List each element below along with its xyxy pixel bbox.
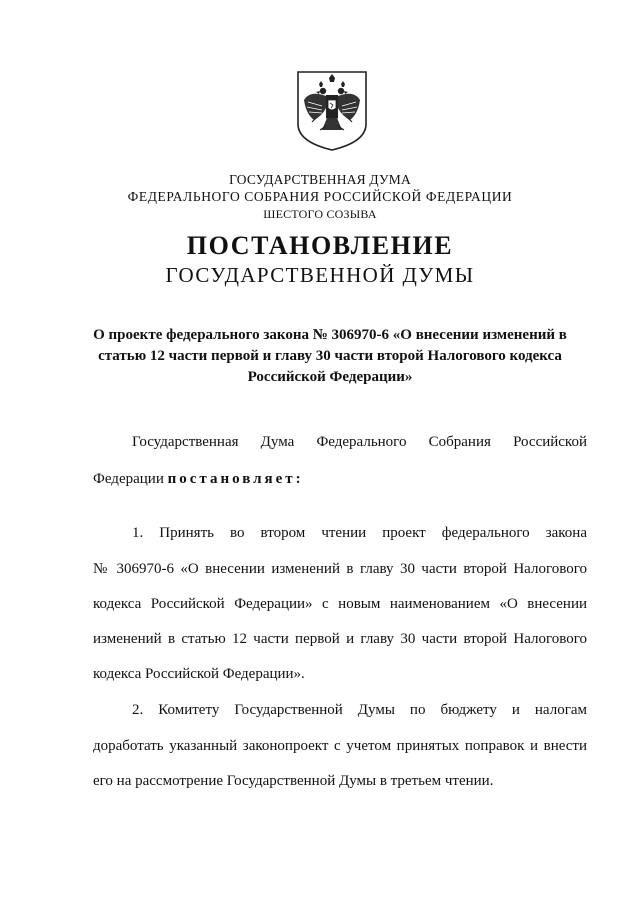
item1-line: 1. Принять во втором чтении проект федерального закона: [132, 525, 587, 541]
russian-coat-of-arms-icon: [296, 70, 368, 152]
item1-line: № 306970-6 «О внесении изменений в главу 30 части второй Налогового: [93, 561, 587, 577]
document-title: ПОСТАНОВЛЕНИЕ: [186, 231, 454, 260]
preamble-verb: постановляет:: [167, 471, 304, 487]
item1-line: кодекса Российской Федерации» с новым наименованием «О внесении: [93, 596, 587, 612]
org-name-line2: ФЕДЕРАЛЬНОГО СОБРАНИЯ РОССИЙСКОЙ ФЕДЕРАЦИИ: [127, 189, 513, 204]
item2-line: его на рассмотрение Государственной Думы в третьем чтении.: [93, 773, 494, 789]
item2-line: 2. Комитету Государственной Думы по бюджету и налогам: [132, 702, 587, 718]
subject-line: статью 12 части первой и главу 30 части второй Налогового кодекса: [98, 348, 562, 364]
preamble-line: Государственная Дума Федерального Собрания Российской: [132, 434, 587, 450]
convocation: ШЕСТОГО СОЗЫВА: [263, 207, 377, 221]
item1-line: кодекса Российской Федерации».: [93, 666, 305, 682]
org-name-line1: ГОСУДАРСТВЕННАЯ ДУМА: [229, 172, 411, 187]
subject-line: О проекте федерального закона № 306970-6 «О внесении изменений в: [93, 327, 567, 343]
preamble-text: Федерации: [93, 471, 168, 487]
item1-line: изменений в статью 12 части первой и главу 30 части второй Налогового: [93, 631, 587, 647]
item2-line: доработать указанный законопроект с учетом принятых поправок и внести: [93, 738, 587, 754]
preamble-line: [93, 469, 587, 489]
subject-line: Российской Федерации»: [247, 369, 413, 385]
document-subject: [80, 325, 580, 388]
document-subtitle: ГОСУДАРСТВЕННОЙ ДУМЫ: [165, 263, 475, 287]
